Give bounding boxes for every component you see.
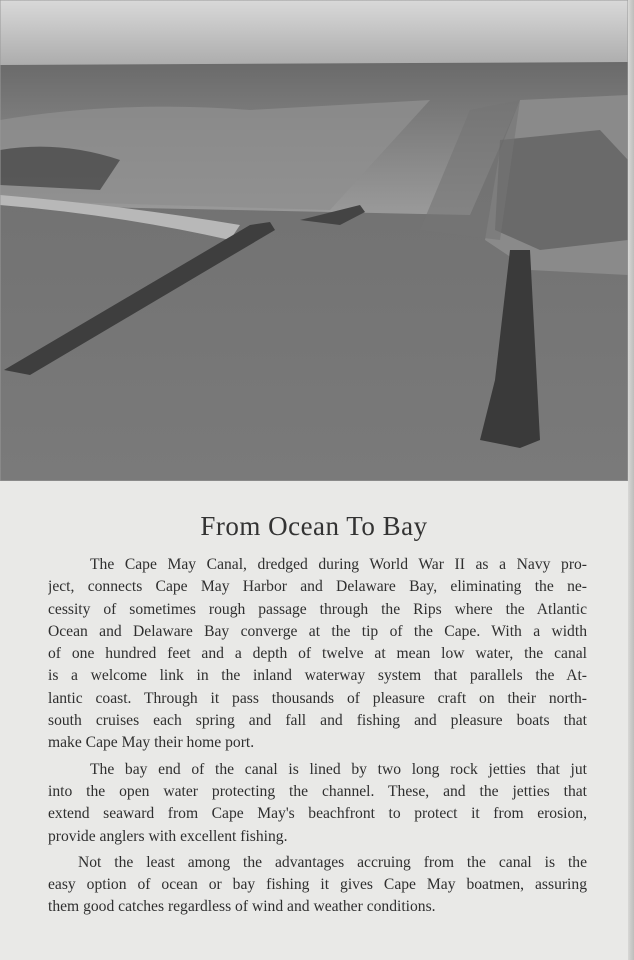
paragraph-1	[48, 554, 587, 755]
text-line: The bay end of the canal is lined by two long rock jetties that jut	[90, 760, 587, 778]
text-line: of one hundred feet and a depth of twelve at mean low water, the canal	[48, 645, 587, 663]
text-line: Not the least among the advantages accruing from the canal is the	[78, 853, 587, 871]
text-line: ject, connects Cape May Harbor and Delaware Bay, eliminating the ne-	[48, 578, 587, 596]
text-line: lantic coast. Through it pass thousands of pleasure craft on their north-	[48, 689, 587, 707]
text-line: Ocean and Delaware Bay converge at the tip of the Cape. With a width	[48, 622, 587, 640]
text-line: is a welcome link in the inland waterway system that parallels the At-	[48, 667, 587, 685]
page-edge-shadow	[628, 0, 634, 960]
text-line: make Cape May their home port.	[48, 734, 255, 752]
text-line: The Cape May Canal, dredged during World War II as a Navy pro-	[90, 556, 587, 573]
text-line: them good catches regardless of wind and weather conditions.	[48, 898, 436, 916]
aerial-photo-cape-may-canal	[0, 0, 628, 481]
text-line: cessity of sometimes rough passage through the Rips where the Atlantic	[48, 600, 587, 618]
article-title: From Ocean To Bay	[200, 511, 428, 541]
text-line: provide anglers with excellent fishing.	[48, 827, 288, 845]
text-line: easy option of ocean or bay fishing it gives Cape May boatmen, assuring	[48, 876, 587, 894]
text-line: into the open water protecting the channel. These, and the jetties that	[48, 782, 587, 800]
text-line: south cruises each spring and fall and fishing and pleasure boats that	[48, 712, 587, 730]
paragraph-2	[48, 759, 587, 848]
text-line: extend seaward from Cape May's beachfront to protect it from erosion,	[48, 805, 587, 823]
article-body	[48, 554, 587, 919]
paragraph-3	[48, 852, 587, 919]
